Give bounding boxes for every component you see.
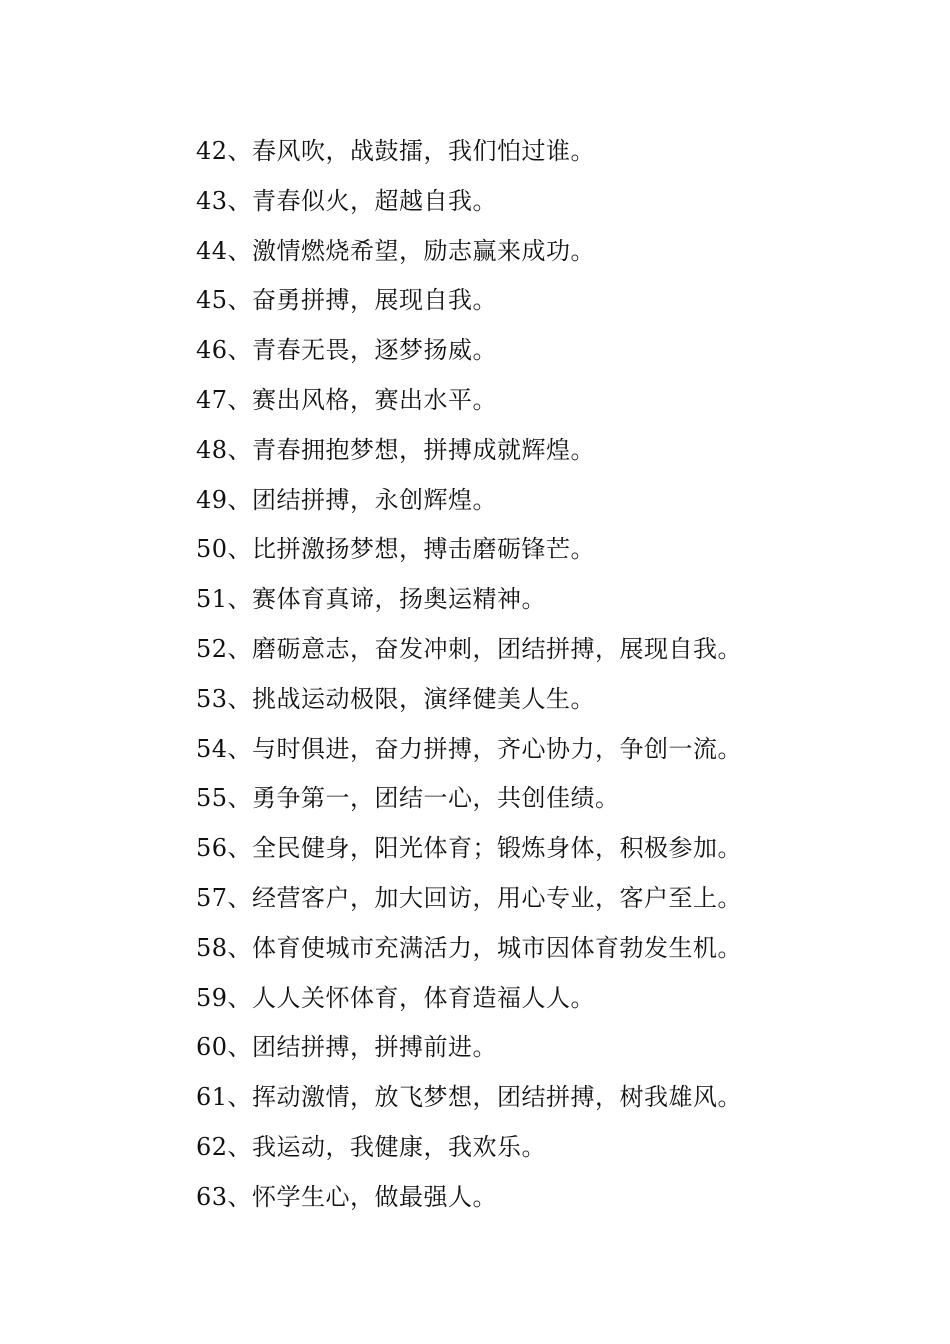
slogan-line: 50、比拼激扬梦想，搏击磨砺锋芒。 [196,535,596,564]
slogan-line: 57、经营客户，加大回访，用心专业，客户至上。 [196,883,743,912]
slogan-line: 49、团结拼搏，永创辉煌。 [196,485,498,514]
slogan-line: 58、体育使城市充满活力，城市因体育勃发生机。 [196,933,743,962]
slogan-line: 47、赛出风格，赛出水平。 [196,385,498,414]
slogan-line: 45、奋勇拼搏，展现自我。 [196,286,498,315]
slogan-line: 55、勇争第一，团结一心，共创佳绩。 [196,784,620,813]
slogan-line: 59、人人关怀体育，体育造福人人。 [196,983,596,1012]
slogan-line: 51、赛体育真谛，扬奥运精神。 [196,585,547,614]
slogan-list [196,127,742,1223]
slogan-line: 43、青春似火，超越自我。 [196,186,498,215]
slogan-line: 60、团结拼搏，拼搏前进。 [196,1033,498,1062]
slogan-line: 53、挑战运动极限，演绎健美人生。 [196,684,596,713]
slogan-line: 63、怀学生心，做最强人。 [196,1182,498,1211]
slogan-line: 54、与时俱进，奋力拼搏，齐心协力，争创一流。 [196,734,743,763]
slogan-line: 52、磨砺意志，奋发冲刺，团结拼搏，展现自我。 [196,634,743,663]
slogan-line: 44、激情燃烧希望，励志赢来成功。 [196,236,596,265]
slogan-line: 62、我运动，我健康，我欢乐。 [196,1132,547,1161]
slogan-line: 42、春风吹，战鼓擂，我们怕过谁。 [196,137,596,165]
slogan-line: 46、青春无畏，逐梦扬威。 [196,336,498,365]
slogan-line: 56、全民健身，阳光体育；锻炼身体，积极参加。 [196,834,743,863]
slogan-line: 61、挥动激情，放飞梦想，团结拼搏，树我雄风。 [196,1083,743,1112]
slogan-line: 48、青春拥抱梦想，拼搏成就辉煌。 [196,435,596,464]
